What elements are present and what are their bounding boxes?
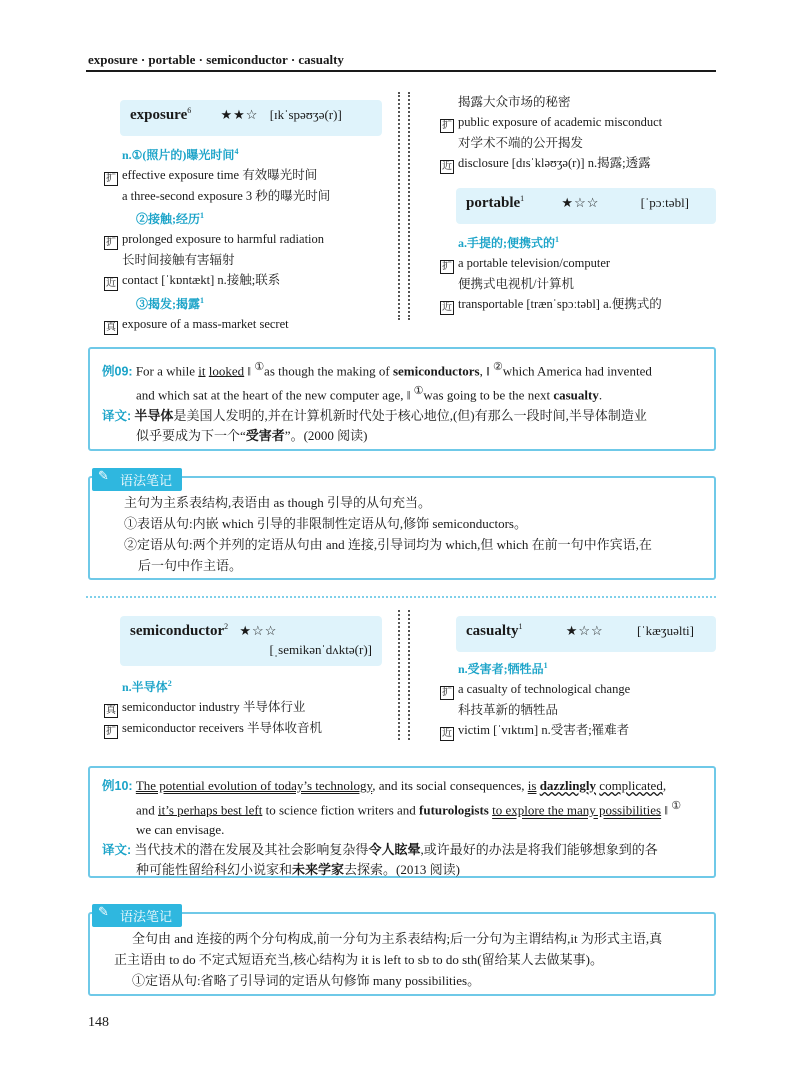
grammar-line: 全句由 and 连接的两个分句构成,前一分句为主系表结构;后一分句为主谓结构,it 为形式主语,真: [132, 931, 663, 946]
pen-icon: ✎: [98, 469, 109, 484]
semiconductor-headword-box: [120, 616, 382, 666]
phonetic: [ɪkˈspəʊʒə(r)]: [269, 107, 342, 122]
headword: semiconductor$^2$: [130, 622, 229, 639]
translation-label: 译文:: [102, 843, 132, 858]
frequency-stars: ★☆☆: [561, 195, 600, 210]
ext-tag: 扩: [106, 173, 116, 185]
ext-tag: 扩: [442, 261, 452, 273]
example-line: 科技革新的牺牲品: [458, 703, 559, 718]
portable-headword-box: [456, 188, 716, 224]
example-line: a casualty of technological change: [458, 682, 631, 697]
casualty-headword-box: [456, 616, 716, 652]
frequency-stars: ★☆☆: [565, 623, 604, 638]
example-label: 例10:: [102, 779, 133, 793]
grammar-note-title: ✎ 语法笔记: [92, 904, 182, 927]
exposure-body-continued: [440, 92, 730, 174]
semiconductor-body: n.半导体$^2$ 真 semiconductor industry 半导体行业 扩 semiconductor receivers 半导体收音机: [106, 679, 322, 738]
example-line: public exposure of academic misconduct: [458, 115, 663, 129]
example-line: semiconductor receivers 半导体收音机: [122, 721, 322, 736]
column-divider-chain: [398, 92, 410, 320]
ext-tag: 扩: [106, 726, 116, 738]
headword: portable$^1$: [466, 194, 525, 211]
sense: n.受害者;牺牲品: [458, 662, 544, 677]
example-line: semiconductor industry 半导体行业: [122, 700, 306, 715]
syn-tag: 近: [442, 728, 452, 740]
phonetic: [ˈpɔːtəbl]: [640, 195, 690, 210]
grammar-line: 主句为主系表结构,表语由 as though 引导的从句充当。: [124, 495, 431, 510]
running-header: exposure · portable · semiconductor · casualty: [88, 52, 344, 67]
example-line: 对学术不端的公开揭发: [458, 136, 584, 150]
real-tag: 真: [106, 322, 116, 334]
example-line: effective exposure time 有效曝光时间: [122, 168, 318, 183]
ext-tag: 扩: [442, 120, 452, 131]
exposure-body: n.①(照片的)曝光时间$^4$ 扩 effective exposure time 有效曝光时间 a three-second exposure 3 秒的曝光时间 ②接触;经历$^1$ 扩 prolonged exposure to harmful radiation 长时间接触有害辐射 近 contact [ˈkɒntækt] n.接触;联系 ③揭发;揭露$^1$ 真 exposure of a mass-market secret: [104, 142, 394, 335]
synonym-line: victim [ˈvɪktɪm] n.受害者;罹难者: [458, 723, 630, 738]
frequency-stars: ★☆☆: [239, 623, 278, 638]
real-tag: 真: [106, 705, 116, 717]
phonetic: [ˌsemikənˈdʌktə(r)]: [269, 642, 372, 657]
example-line: 揭露大众市场的秘密: [458, 95, 571, 109]
syn-tag: 近: [442, 302, 452, 314]
sense: n.半导体: [122, 680, 168, 695]
sense: a.手提的;便携式的: [458, 236, 555, 251]
sense: ③揭发;揭露: [136, 297, 200, 312]
exposure-headword-box: [120, 100, 382, 136]
example-line: 长时间接触有害辐射: [122, 253, 235, 268]
translation-label: 译文:: [102, 408, 132, 423]
grammar-line: ②定语从句:两个并列的定语从句由 and 连接,引导词均为 which,但 which 在前一句中作宾语,在: [124, 537, 652, 552]
header-rule: [86, 70, 716, 72]
example-line: a portable television/computer: [458, 256, 611, 271]
grammar-line: ①定语从句:省略了引导词的定语从句修饰 many possibilities。: [132, 973, 481, 988]
phonetic: [ˈkæʒuəlti]: [636, 623, 695, 638]
example-label: 例09:: [102, 364, 133, 379]
column-divider-chain: [398, 610, 410, 740]
syn-tag: 近: [442, 161, 452, 172]
syn-tag: 近: [106, 278, 116, 290]
pen-icon: ✎: [98, 905, 109, 920]
ext-tag: 扩: [106, 237, 116, 249]
frequency-stars: ★★☆: [220, 107, 259, 122]
synonym-line: contact [ˈkɒntækt] n.接触;联系: [122, 273, 281, 288]
page-number: 148: [88, 1015, 109, 1030]
casualty-body: n.受害者;牺牲品$^1$ 扩 a casualty of technological change 科技革新的牺牲品 近 victim [ˈvɪktɪm] n.受害者;罹难者: [440, 656, 730, 741]
example-line: a three-second exposure 3 秒的曝光时间: [122, 189, 331, 204]
section-separator: [86, 596, 716, 598]
example-line: prolonged exposure to harmful radiation: [122, 232, 325, 247]
grammar-note-10-box: [88, 912, 716, 996]
synonym-line: transportable [trænˈspɔːtəbl] a.便携式的: [458, 297, 662, 312]
synonym-line: disclosure [dɪsˈkləʊʒə(r)] n.揭露;透露: [458, 156, 651, 170]
grammar-note-09-box: [88, 476, 716, 580]
grammar-note-title: ✎ 语法笔记: [92, 468, 182, 491]
portable-body: a.手提的;便携式的$^1$ 扩 a portable television/computer 便携式电视机/计算机 近 transportable [trænˈspɔːtəbl] a.便携式的: [440, 230, 730, 315]
sense: ②接触;经历: [136, 212, 200, 227]
grammar-line: 正主语由 to do 不定式短语充当,核心结构为 it is left to sb to do sth(留给某人去做某事)。: [114, 952, 603, 967]
grammar-line: ①表语从句:内嵌 which 引导的非限制性定语从句,修饰 semiconductors。: [124, 516, 527, 531]
sense: n.①(照片的)曝光时间: [122, 148, 235, 163]
grammar-line: 后一句中作主语。: [138, 558, 243, 573]
example-line: exposure of a mass-market secret: [122, 317, 289, 332]
headword: exposure$^6$: [130, 106, 192, 123]
headword: casualty$^1$: [466, 622, 523, 639]
example-10-box: 例10: The potential evolution of today’s technology, and its social consequences, is dazzlingly complicated, and it’s perhaps best left to science fiction writers and futurologists to explore the many possibilities ‖ ① we can envisage. 译文: 当代技术的潜在发展及其社会影响复杂得令人眩晕,或许最好的办法是将我们能够想象到的各 种可能性留给科幻小说家和未来学家去探索。(2013 阅读): [88, 766, 716, 878]
ext-tag: 扩: [442, 687, 452, 699]
example-09-box: 例09: For a while it looked ‖ ①as though the making of semiconductors, ‖ ②which America had invented and which sat at the heart of the new computer age, ‖ ①was going to be the next casualty. 译文: 半导体是美国人发明的,并在计算机新时代处于核心地位,(但)有那么一段时间,半导体制造业 似乎要成为下一个“受害者”。(2000 阅读): [88, 347, 716, 451]
example-line: 便携式电视机/计算机: [458, 277, 574, 292]
